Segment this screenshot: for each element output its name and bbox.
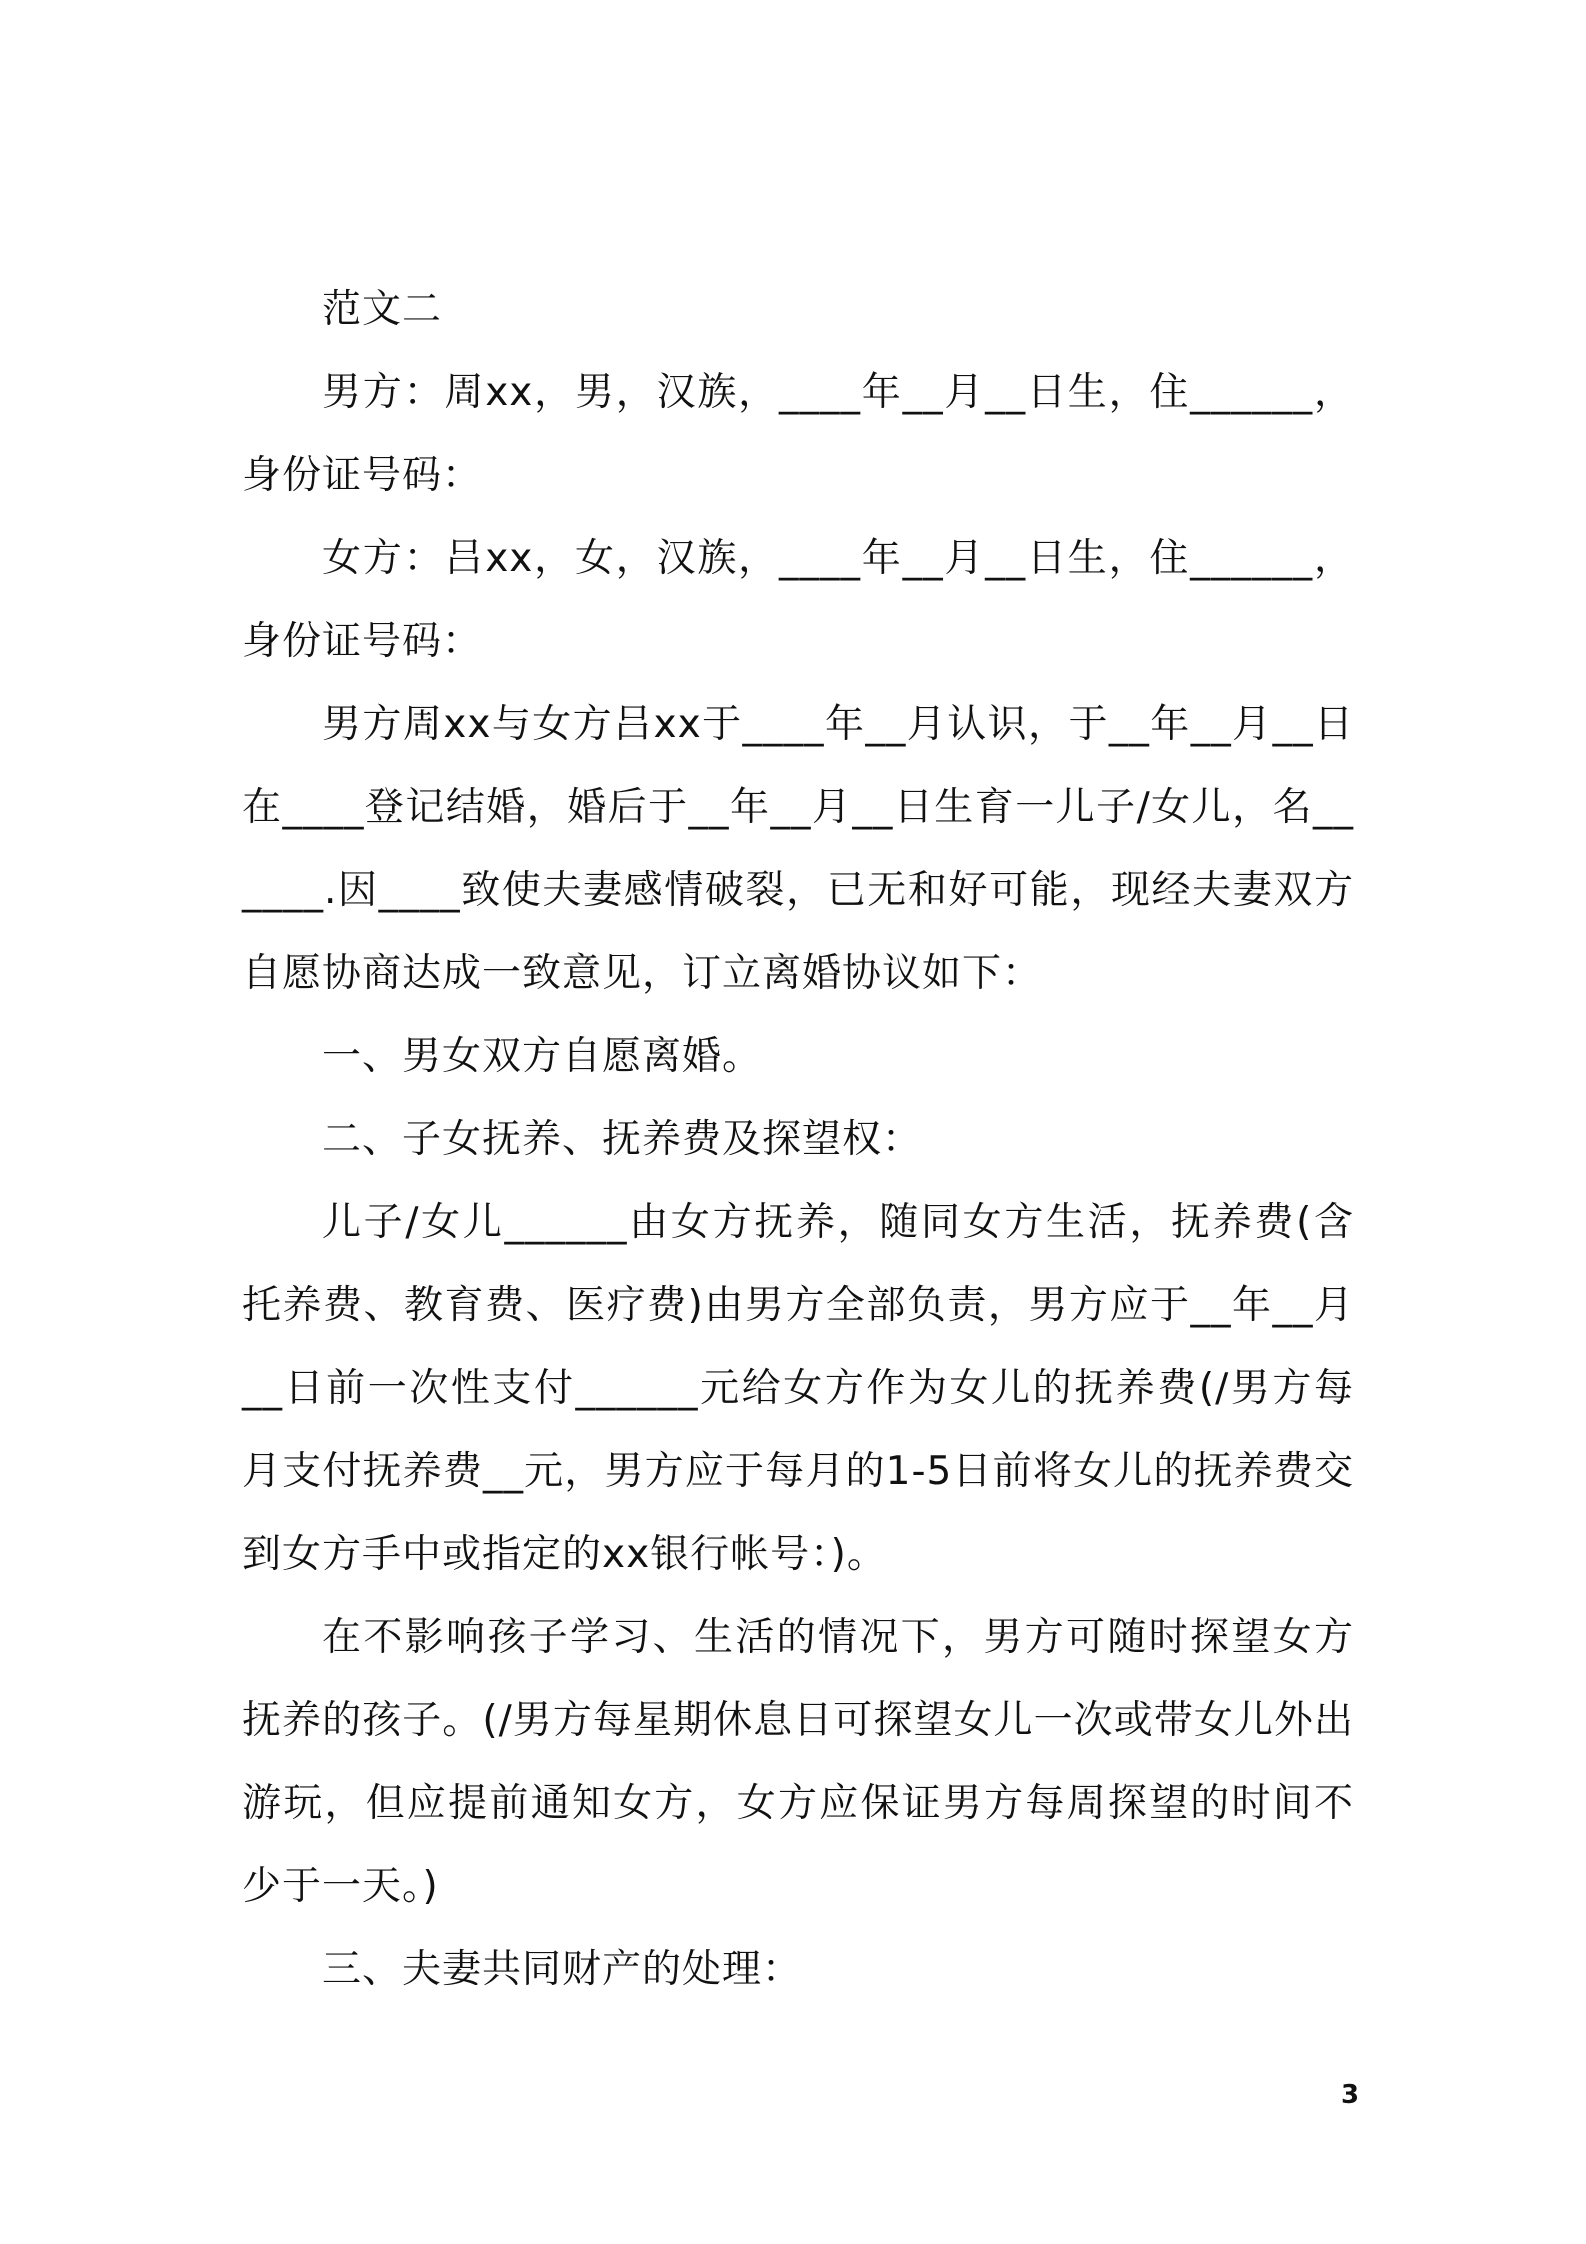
paragraph-child-support: 儿子/女儿______由女方抚养，随同女方生活，抚养费(含托养费、教育费、医疗费)由男方全部负责，男方应于__年__月__日前一次性支付______元给女方作为女儿的抚养费(/男方每月支付抚养费__元，男方应于每月的1-5日前将女儿的抚养费交到女方手中或指定的xx银行帐号：)。	[242, 1200, 1354, 1577]
paragraph-male-party: 男方：周xx，男，汉族，____年__月__日生，住______，身份证号码：	[242, 370, 1354, 498]
paragraph-marriage-background: 男方周xx与女方吕xx于____年__月认识，于__年__月__日在____登记结婚，婚后于__年__月__日生育一儿子/女儿，名______.因____致使夫妻感情破裂，已无和好可能，现经夫妻双方自愿协商达成一致意见，订立离婚协议如下：	[242, 702, 1354, 996]
clause-two-heading: 二、子女抚养、抚养费及探望权：	[322, 1117, 923, 1162]
heading-sample-two: 范文二	[322, 287, 443, 332]
document-body	[242, 268, 1354, 2011]
page-number: 3	[1340, 2080, 1360, 2110]
clause-one-divorce: 一、男女双方自愿离婚。	[322, 1034, 763, 1079]
paragraph-female-party: 女方：吕xx，女，汉族，____年__月__日生，住______，身份证号码：	[242, 536, 1354, 664]
paragraph-visitation: 在不影响孩子学习、生活的情况下，男方可随时探望女方抚养的孩子。(/男方每星期休息日可探望女儿一次或带女儿外出游玩，但应提前通知女方，女方应保证男方每周探望的时间不少于一天。)	[242, 1615, 1354, 1909]
clause-three-heading: 三、夫妻共同财产的处理：	[322, 1947, 803, 1992]
